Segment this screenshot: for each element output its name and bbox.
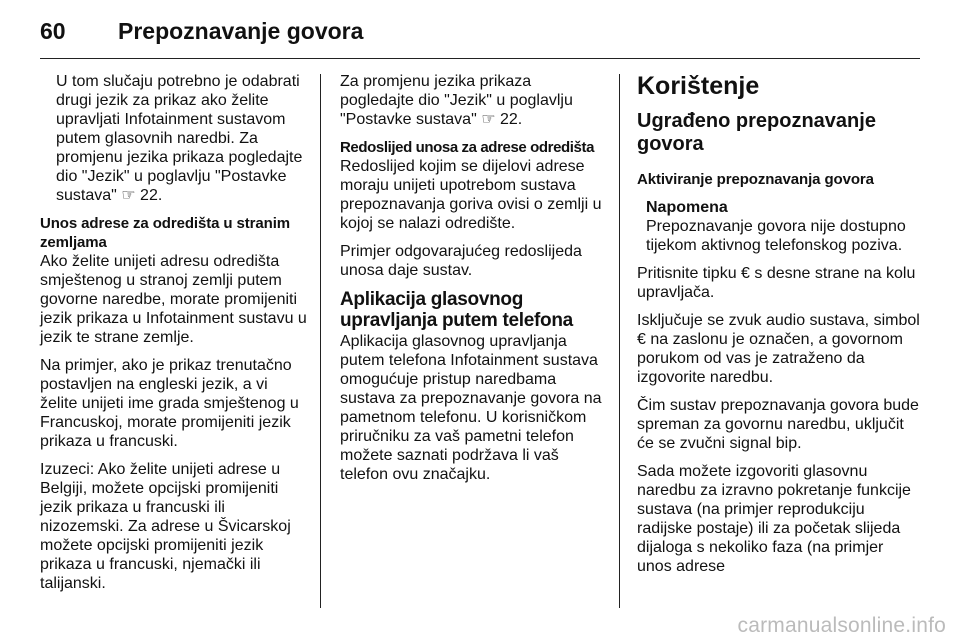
paragraph-text: Ako želite unijeti adresu odredišta smještenog u stranoj zemlji putem govorne naredbe, morate promijeniti jezik prikaza u Infotainment sustavu u jezik te strane zemlje. [40, 253, 307, 346]
paragraph: U tom slučaju potrebno je odabrati drugi jezik za prikaz ako želite upravljati Infotainment sustavom putem glasovnih naredbi. Za promjenu jezika prikaza pogledajte dio "Jezik" u poglavlju "Postavke sustava" ☞ 22. [56, 73, 303, 204]
page-number: 60 [40, 18, 66, 44]
section-heading: Ugrađeno prepoznavanje govora [637, 110, 876, 155]
paragraph: Izuzeci: Ako želite unijeti adrese u Belgiji, možete opcijski promijeniti jezik prikaza u francuski ili nizozemski. Za adrese u Švicarskoj možete opcijski promijeniti jezik prikaza u francuski, njemački ili talijanski. [40, 461, 291, 592]
header-divider [40, 58, 920, 59]
column-1 [40, 72, 308, 602]
paragraph-with-heading [340, 138, 606, 233]
paragraph: Za promjenu jezika prikaza pogledajte dio "Jezik" u poglavlju "Postavke sustava" ☞ 22. [340, 73, 573, 128]
subheading-text: Aktiviranje prepoznavanja govora [637, 171, 874, 188]
note-title: Napomena [646, 199, 728, 216]
watermark: carmanualsonline.info [737, 614, 946, 637]
subheading: Unos adrese za odredišta u stranim zemljama [40, 215, 291, 251]
page-header [40, 14, 920, 54]
paragraph: Isključuje se zvuk audio sustava, simbol € na zaslonu je označen, a govornom porukom od vas je zatraženo da izgovorite naredbu. [637, 312, 920, 386]
chapter-heading: Korištenje [637, 72, 760, 100]
subheading: Redoslijed unosa za adrese odredišta [340, 139, 595, 156]
column-divider-2 [619, 74, 620, 608]
page-title: Prepoznavanje govora [118, 18, 364, 44]
paragraph-with-heading [40, 214, 308, 347]
section-heading: Aplikacija glasovnog upravljanja putem telefona [340, 289, 573, 331]
column-3 [637, 72, 922, 585]
paragraph: Pritisnite tipku € s desne strane na kolu upravljača. [637, 265, 916, 301]
subheading [637, 170, 922, 189]
paragraph: Na primjer, ako je prikaz trenutačno postavljen na engleski jezik, a vi želite unijeti ime grada smještenog u Francuskoj, morate promijeniti jezik prikaza u francuski. [40, 357, 299, 450]
paragraph: Sada možete izgovoriti glasovnu naredbu za izravno pokretanje funkcije sustava (na primjer reprodukciju radijske postaje) ili za početak slijeda dijaloga s nekoliko faza (na primjer unos adrese [637, 463, 911, 575]
paragraph: Aplikacija glasovnog upravljanja putem telefona Infotainment sustava omogućuje pristup naredbama sustava za prepoznavanje govora na pametnom telefonu. U korisničkom priručniku za vaš pametni telefon možete saznati podržava li vaš telefon ovu značajku. [340, 333, 602, 483]
column-divider-1 [320, 74, 321, 608]
note-box [637, 198, 922, 255]
paragraph: Primjer odgovarajućeg redoslijeda unosa daje sustav. [340, 243, 582, 279]
paragraph-text: Redoslijed kojim se dijelovi adrese moraju unijeti upotrebom sustava prepoznavanja goriva ovisi o zemlji u kojoj se nalazi odredište. [340, 158, 602, 232]
note-text: Prepoznavanje govora nije dostupno tijekom aktivnog telefonskog poziva. [646, 218, 906, 254]
column-2 [340, 72, 606, 493]
paragraph: Čim sustav prepoznavanja govora bude spreman za govornu naredbu, uključit će se zvučni signal bip. [637, 397, 919, 452]
